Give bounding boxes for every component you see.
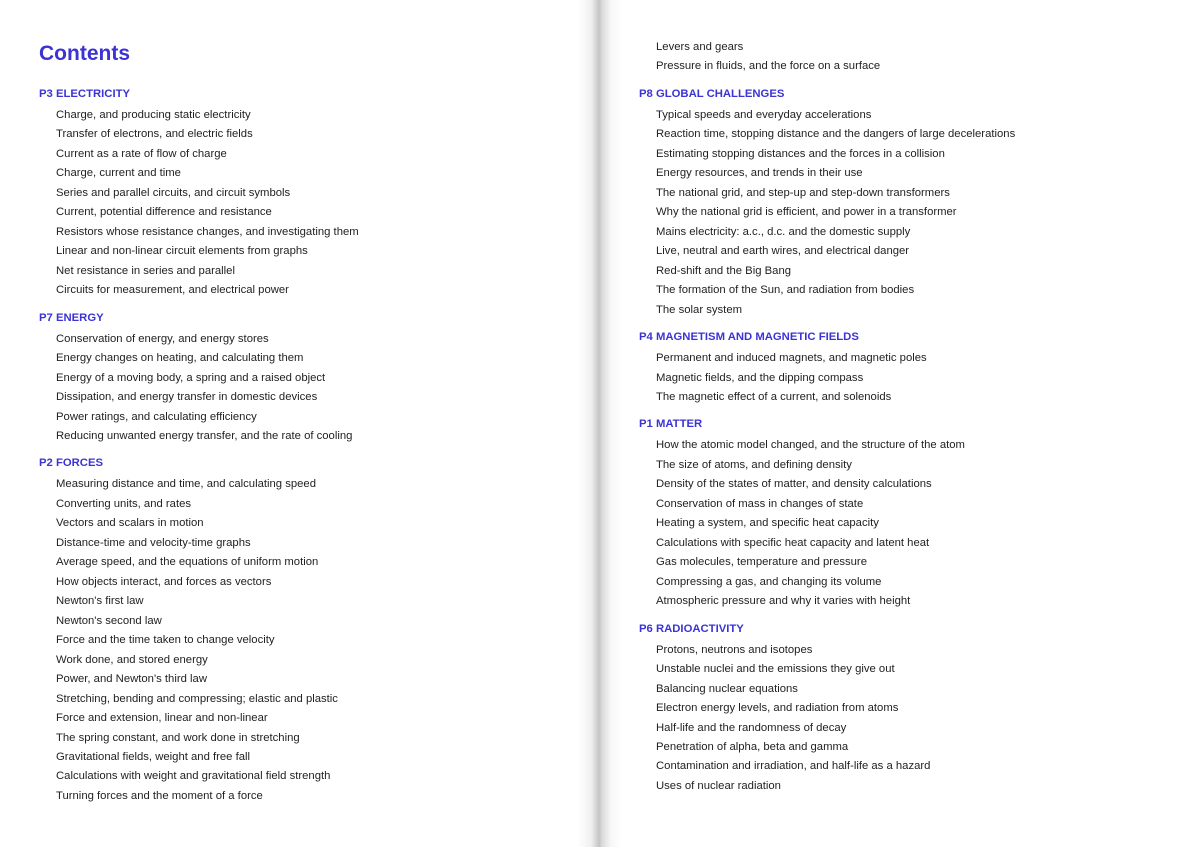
section-entries	[600, 106, 1015, 320]
toc-entry[interactable]: Transfer of electrons, and electric fields	[56, 128, 253, 141]
toc-entry[interactable]: Energy resources, and trends in their use	[656, 167, 863, 180]
toc-entry[interactable]: Uses of nuclear radiation	[656, 779, 781, 792]
toc-entry[interactable]: Circuits for measurement, and electrical power	[56, 284, 289, 297]
toc-entry[interactable]: Average speed, and the equations of uniform motion	[56, 556, 319, 569]
page-title: Contents	[39, 42, 130, 65]
toc-entry[interactable]: Half-life and the randomness of decay	[656, 721, 847, 734]
left-column	[0, 85, 359, 806]
toc-entry[interactable]: Current as a rate of flow of charge	[56, 147, 227, 160]
toc-entry[interactable]: Current, potential difference and resistance	[56, 206, 272, 219]
toc-entry[interactable]: How the atomic model changed, and the structure of the atom	[656, 439, 965, 452]
toc-entry[interactable]: Balancing nuclear equations	[656, 682, 798, 695]
toc-entry[interactable]: Typical speeds and everyday accelerations	[656, 108, 872, 121]
toc-entry[interactable]: Turning forces and the moment of a force	[56, 789, 263, 802]
toc-entry[interactable]: Charge, and producing static electricity	[56, 108, 251, 121]
toc-entry[interactable]: Dissipation, and energy transfer in domestic devices	[56, 391, 318, 404]
right-column	[600, 38, 1015, 796]
continued-entries	[600, 38, 1015, 77]
toc-entry[interactable]: Work done, and stored energy	[56, 653, 208, 666]
toc-entry[interactable]: Atmospheric pressure and why it varies with height	[656, 595, 911, 608]
toc-entry[interactable]: The size of atoms, and defining density	[656, 458, 852, 471]
toc-entry[interactable]: Permanent and induced magnets, and magnetic poles	[656, 352, 927, 365]
toc-entry[interactable]: Newton's first law	[56, 595, 144, 608]
toc-entry[interactable]: Series and parallel circuits, and circuit symbols	[56, 186, 291, 199]
toc-entry[interactable]: Levers and gears	[656, 41, 744, 53]
section-heading-p6-radioactivity: P6 RADIOACTIVITY	[639, 622, 744, 635]
section-entries	[600, 641, 1015, 797]
section-entries	[0, 106, 359, 301]
toc-entry[interactable]: The magnetic effect of a current, and solenoids	[656, 391, 892, 403]
toc-entry[interactable]: Gas molecules, temperature and pressure	[656, 556, 867, 569]
toc-entry[interactable]: Gravitational fields, weight and free fall	[56, 751, 251, 764]
section-entries	[600, 349, 1015, 407]
toc-entry[interactable]: Penetration of alpha, beta and gamma	[656, 741, 849, 753]
section-heading-p3-electricity: P3 ELECTRICITY	[39, 88, 131, 100]
section-entries	[0, 330, 359, 447]
toc-entry[interactable]: Vectors and scalars in motion	[56, 517, 204, 530]
section-heading-p8-global-challenges: P8 GLOBAL CHALLENGES	[639, 87, 785, 100]
toc-entry[interactable]: Converting units, and rates	[56, 497, 192, 510]
toc-entry[interactable]: Why the national grid is efficient, and power in a transformer	[656, 206, 957, 219]
toc-entry[interactable]: Force and extension, linear and non-linear	[56, 712, 268, 725]
toc-entry[interactable]: Estimating stopping distances and the forces in a collision	[656, 147, 945, 160]
toc-entry[interactable]: Distance-time and velocity-time graphs	[56, 536, 251, 549]
toc-entry[interactable]: Measuring distance and time, and calculating speed	[56, 478, 316, 491]
toc-entry[interactable]: The solar system	[656, 303, 743, 316]
toc-entry[interactable]: Compressing a gas, and changing its volume	[656, 575, 882, 588]
toc-entry[interactable]: Conservation of mass in changes of state	[656, 497, 864, 510]
toc-entry[interactable]: Reaction time, stopping distance and the dangers of large decelerations	[656, 128, 1016, 141]
toc-entry[interactable]: Unstable nuclei and the emissions they give out	[656, 663, 895, 676]
toc-entry[interactable]: Charge, current and time	[56, 167, 181, 180]
section-heading-p2-forces: P2 FORCES	[39, 457, 104, 470]
toc-entry[interactable]: Conservation of energy, and energy stores	[56, 332, 269, 345]
section-heading-p7-energy: P7 ENERGY	[39, 311, 104, 324]
toc-entry[interactable]: Protons, neutrons and isotopes	[656, 643, 813, 656]
toc-entry[interactable]: Net resistance in series and parallel	[56, 264, 235, 277]
toc-entry[interactable]: Energy of a moving body, a spring and a raised object	[56, 371, 326, 384]
toc-entry[interactable]: Pressure in fluids, and the force on a surface	[656, 60, 881, 73]
left-page	[0, 0, 580, 847]
toc-entry[interactable]: Energy changes on heating, and calculating them	[56, 352, 304, 365]
toc-entry[interactable]: Linear and non-linear circuit elements from graphs	[56, 245, 308, 258]
toc-entry[interactable]: Magnetic fields, and the dipping compass	[656, 371, 864, 384]
toc-entry[interactable]: The national grid, and step-up and step-down transformers	[656, 186, 950, 199]
toc-entry[interactable]: Contamination and irradiation, and half-life as a hazard	[656, 760, 931, 773]
toc-entry[interactable]: Live, neutral and earth wires, and electrical danger	[656, 245, 910, 258]
section-entries	[600, 436, 1015, 611]
section-heading-p4-magnetism-and-magnetic-fields: P4 MAGNETISM AND MAGNETIC FIELDS	[639, 331, 859, 344]
toc-entry[interactable]: Density of the states of matter, and density calculations	[656, 478, 932, 491]
toc-entry[interactable]: The spring constant, and work done in stretching	[56, 731, 300, 744]
toc-entry[interactable]: Resistors whose resistance changes, and investigating them	[56, 225, 359, 238]
toc-entry[interactable]: How objects interact, and forces as vectors	[56, 575, 272, 588]
toc-entry[interactable]: Power, and Newton's third law	[56, 673, 207, 686]
toc-entry[interactable]: The formation of the Sun, and radiation from bodies	[656, 284, 915, 297]
right-page	[600, 0, 1200, 847]
section-entries	[0, 475, 359, 806]
toc-entry[interactable]: Calculations with specific heat capacity and latent heat	[656, 536, 930, 549]
toc-entry[interactable]: Electron energy levels, and radiation from atoms	[656, 702, 899, 715]
toc-entry[interactable]: Red-shift and the Big Bang	[656, 264, 792, 277]
toc-entry[interactable]: Stretching, bending and compressing; elastic and plastic	[56, 692, 338, 705]
toc-entry[interactable]: Reducing unwanted energy transfer, and the rate of cooling	[56, 430, 353, 442]
toc-entry[interactable]: Mains electricity: a.c., d.c. and the domestic supply	[656, 225, 911, 238]
section-heading-p1-matter: P1 MATTER	[639, 418, 703, 431]
toc-entry[interactable]: Newton's second law	[56, 614, 162, 627]
toc-entry[interactable]: Calculations with weight and gravitational field strength	[56, 770, 331, 783]
toc-entry[interactable]: Heating a system, and specific heat capacity	[656, 517, 879, 530]
toc-entry[interactable]: Power ratings, and calculating efficiency	[56, 410, 257, 423]
toc-entry[interactable]: Force and the time taken to change velocity	[56, 634, 275, 647]
